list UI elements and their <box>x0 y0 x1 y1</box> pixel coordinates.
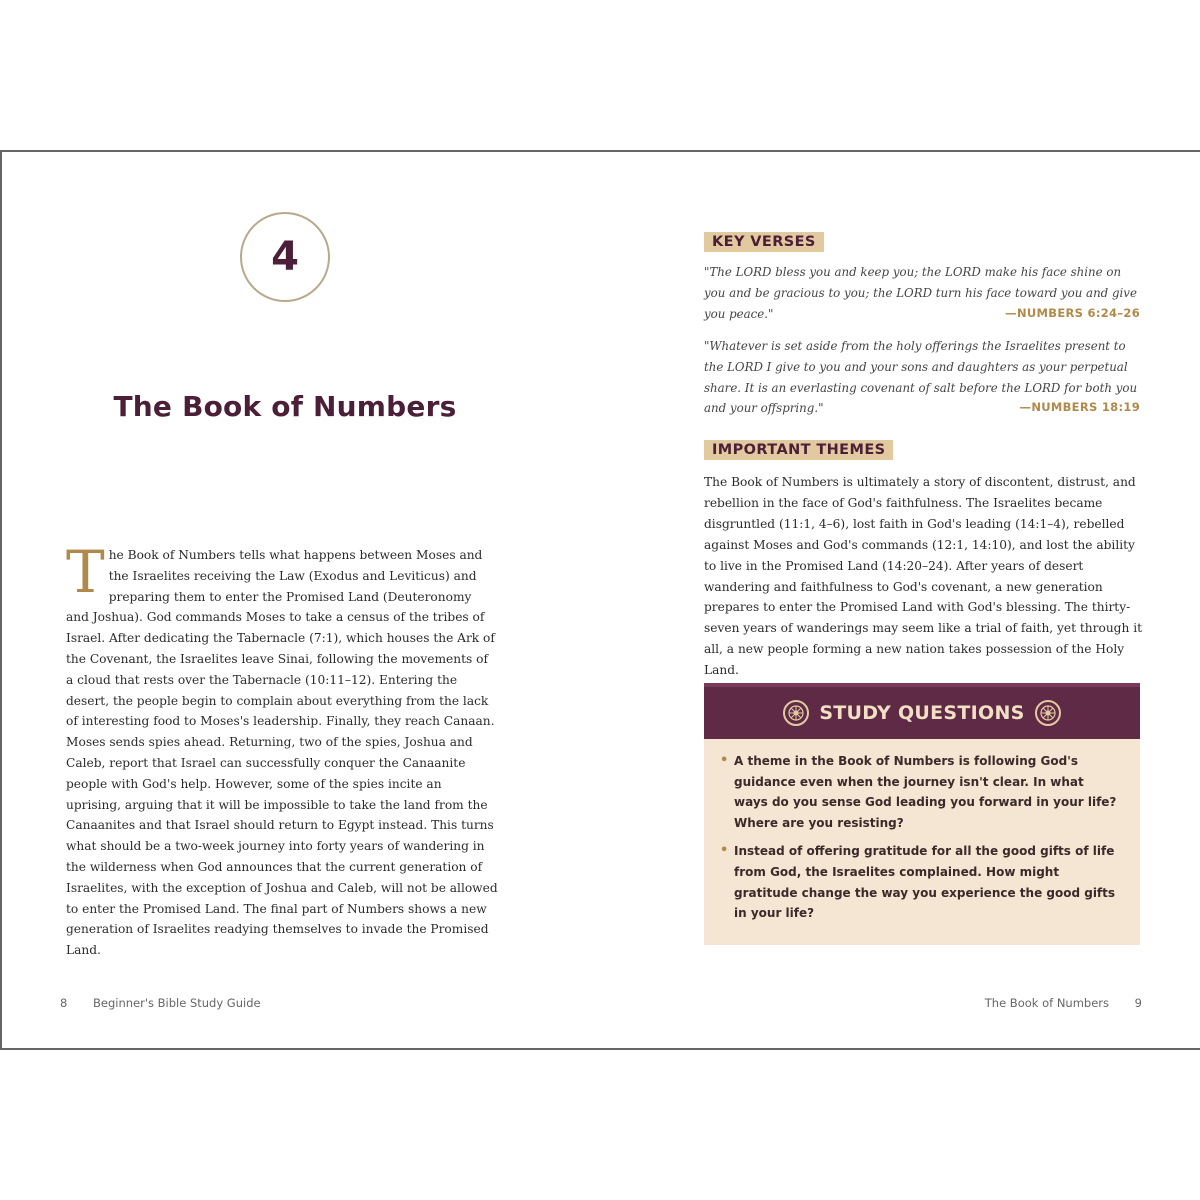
book-spread <box>0 150 1200 1050</box>
study-question-text: A theme in the Book of Numbers is following God's guidance even when the journey isn't clear. In what ways do you sense God leading you forward in your life? Where are you resisting? <box>734 754 1117 830</box>
right-running-title: The Book of Numbers <box>984 996 1110 1010</box>
important-themes-text: The Book of Numbers is ultimately a story of discontent, distrust, and rebellion in the face of God's faithfulness. The Israelites became disgruntled (11:1, 4–6), lost faith in God's leading (14:1–4), rebelled against Moses and God's commands (12:1, 14:10), and lost the ability to live in the Promised Land (14:20–24). After years of desert wandering and faithfulness to God's covenant, a new generation prepares to enter the Promised Land with God's blessing. The thirty-seven years of wanderings may seem like a trial of faith, yet through it all, a new people forming a new nation takes possession of the Holy Land. <box>704 475 1142 678</box>
medallion-icon <box>1035 700 1061 726</box>
bullet-icon: • <box>720 843 729 859</box>
key-verse-1-reference: —NUMBERS 6:24–26 <box>1005 306 1140 320</box>
chapter-body <box>66 538 498 961</box>
key-verse-1: "The LORD bless you and keep you; the LORD make his face shine on you and be gracious to you; the LORD turn his face toward you and give you peace." <box>704 265 1137 321</box>
left-page-number: 8 <box>60 996 68 1010</box>
study-question-text: Instead of offering gratitude for all the good gifts of life from God, the Israelites complained. How might gratitude change the way you experience the good gifts in your life? <box>734 844 1116 921</box>
chapter-title: The Book of Numbers <box>113 390 457 423</box>
left-page-footer <box>60 996 261 1010</box>
key-verse-2: "Whatever is set aside from the holy offerings the Israelites present to the LORD I give to you and your sons and daughters as your perpetual share. It is an everlasting covenant of salt before the LORD for both you and your offspring." <box>704 339 1138 416</box>
right-page-footer <box>985 996 1142 1010</box>
key-verse-2-reference: —NUMBERS 18:19 <box>1019 400 1140 414</box>
chapter-number-circle <box>240 212 330 302</box>
study-question-item <box>720 841 1118 923</box>
medallion-icon <box>783 700 809 726</box>
study-questions-list <box>704 739 1140 924</box>
important-themes-label: IMPORTANT THEMES <box>704 440 893 460</box>
chapter-number: 4 <box>271 234 299 280</box>
drop-cap: T <box>66 538 105 606</box>
study-questions-box <box>704 683 1140 945</box>
key-verses-label: KEY VERSES <box>704 232 824 252</box>
right-page-number: 9 <box>1134 996 1142 1010</box>
study-questions-title: STUDY QUESTIONS <box>819 702 1025 724</box>
study-questions-header <box>704 683 1140 739</box>
chapter-body-text: he Book of Numbers tells what happens between Moses and the Israelites receiving the Law (Exodus and Leviticus) and preparing them to enter the Promised Land (Deuteronomy and Joshua). God commands Moses to take a census of the tribes of Israel. After dedicating the Tabernacle (7:1), which houses the Ark of the Covenant, the Israelites leave Sinai, following the movements of a cloud that rests over the Tabernacle (10:11–12). Entering the desert, the people begin to complain about everything from the lack of interesting food to Moses's leadership. Finally, they reach Canaan. Moses sends spies ahead. Returning, two of the spies, Joshua and Caleb, report that Israel can successfully conquer the Canaanite people with God's help. However, some of the spies incite an uprising, arguing that it will be impossible to take the land from the Canaanites and that Israel should return to Egypt instead. This turns what should be a two-week journey into forty years of wandering in the wilderness when God announces that the current generation of Israelites, with the exception of Joshua and Caleb, will not be allowed to enter the Promised Land. The final part of Numbers shows a new generation of Israelites readying themselves to invade the Promised Land. <box>66 548 498 958</box>
study-question-item <box>720 751 1118 833</box>
left-running-title: Beginner's Bible Study Guide <box>92 996 261 1010</box>
bullet-icon: • <box>720 753 729 768</box>
